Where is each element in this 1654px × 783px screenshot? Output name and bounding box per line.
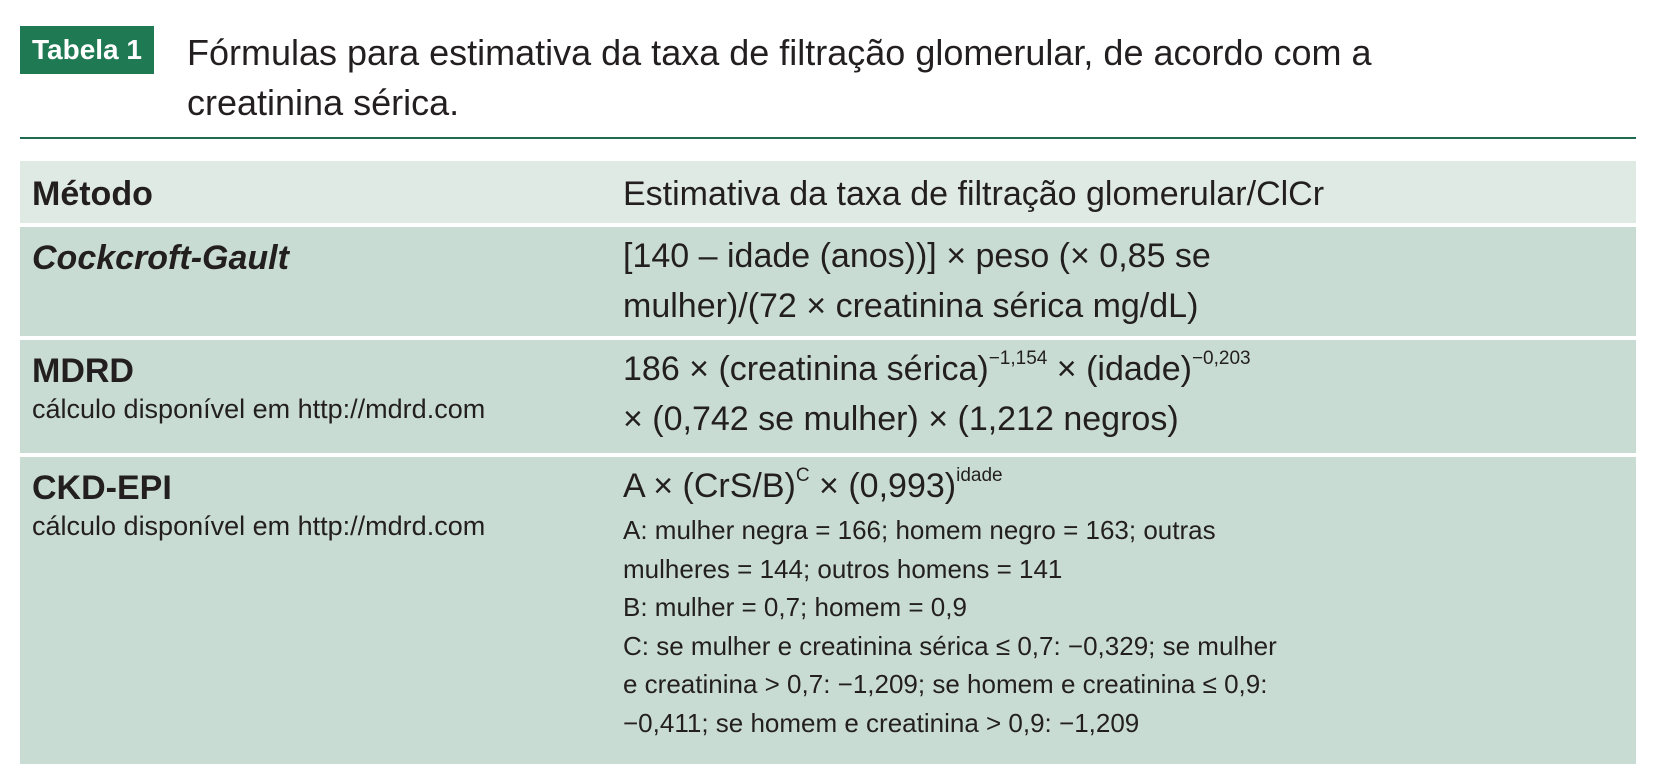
formula-line: mulher)/(72 × creatinina sérica mg/dL) xyxy=(623,287,1199,325)
formula-cell xyxy=(623,227,1623,331)
method-note: cálculo disponível em http://mdrd.com xyxy=(32,511,486,541)
formula-cell xyxy=(623,457,1623,742)
method-name: Cockcroft-Gault xyxy=(32,239,289,277)
formula-line xyxy=(623,457,1623,511)
formula-line: [140 – idade (anos))] × peso (× 0,85 se xyxy=(623,237,1211,275)
formula-table xyxy=(20,161,1636,764)
definition-line: mulheres = 144; outros homens = 141 xyxy=(623,553,1063,584)
definition-line: C: se mulher e creatinina sérica ≤ 0,7: −0,329; se mulher xyxy=(623,630,1277,661)
formula-exponent: −0,203 xyxy=(1191,348,1251,369)
method-name: MDRD xyxy=(32,352,134,390)
formula-definitions xyxy=(623,511,1623,742)
column-header-estimate: Estimativa da taxa de filtração glomerular/ClCr xyxy=(623,175,1325,213)
formula-exponent: −1,154 xyxy=(988,348,1048,369)
formula-line: × (0,742 se mulher) × (1,212 negros) xyxy=(623,400,1179,438)
formula-text: × (0,993) xyxy=(809,467,957,505)
definition-line: A: mulher negra = 166; homem negro = 163; outras xyxy=(623,515,1216,545)
formula-text: 186 × (creatinina sérica) xyxy=(623,350,989,388)
table-row xyxy=(20,227,1636,340)
method-note: cálculo disponível em http://mdrd.com xyxy=(32,394,486,424)
table-number-badge: Tabela 1 xyxy=(20,26,154,74)
method-name: CKD-EPI xyxy=(32,469,172,507)
formula-line xyxy=(623,344,1623,394)
definition-line: −0,411; se homem e creatinina > 0,9: −1,209 xyxy=(623,707,1140,738)
formula-cell xyxy=(623,340,1623,444)
table-header-row xyxy=(20,161,1636,227)
table-row xyxy=(20,340,1636,457)
definition-line: B: mulher = 0,7; homem = 0,9 xyxy=(623,592,967,622)
formula-text: A × (CrS/B) xyxy=(623,467,796,505)
definition-line: e creatinina > 0,7: −1,209; se homem e creatinina ≤ 0,9: xyxy=(623,669,1268,699)
formula-exponent: idade xyxy=(956,465,1003,486)
formula-text: × (idade) xyxy=(1047,350,1192,388)
caption-divider xyxy=(20,137,1636,139)
formula-exponent: C xyxy=(795,465,810,486)
table-title: Fórmulas para estimativa da taxa de filtração glomerular, de acordo com a creatinina sérica. xyxy=(187,32,1372,123)
column-header-method: Método xyxy=(32,175,153,213)
table-row xyxy=(20,457,1636,764)
